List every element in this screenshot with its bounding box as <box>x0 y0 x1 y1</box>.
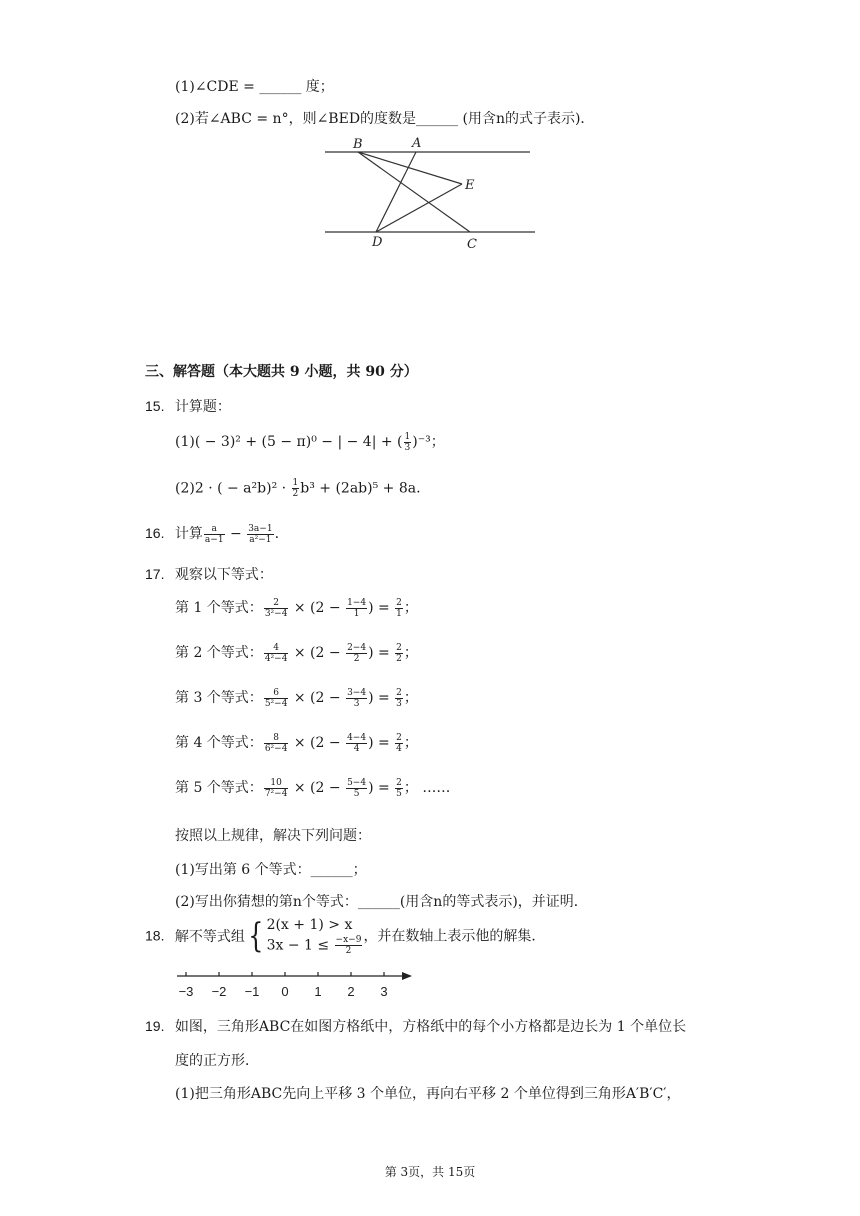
q17-frac-result <box>395 733 403 754</box>
q17-times: × (2 − <box>289 735 346 751</box>
q18-system: 2(x + 1) > x 3x − 1 ≤ $\frac{-x-9}{2}$ <box>266 917 362 956</box>
q17-part2: (2)写出你猜想的第n个等式：______(用含n的等式表示)，并证明． <box>175 894 588 910</box>
q17-frac-a-den: 7²−4 <box>264 788 288 799</box>
q16-number: 16. <box>145 525 165 541</box>
q17-times: × (2 − <box>289 600 346 616</box>
axis-tick-label: 0 <box>281 984 289 999</box>
q17-row-tail: ； <box>403 645 418 661</box>
q18-number-line <box>172 966 422 1006</box>
axis-tick-label: −3 <box>178 984 194 999</box>
q17-row-tail: ； <box>403 735 418 751</box>
q17-equation-row <box>175 642 418 664</box>
q17-frac-a <box>264 733 289 754</box>
q17-frac-result-num: 2 <box>396 597 402 608</box>
q17-times: × (2 − <box>289 645 346 661</box>
q17-frac-b-den: 1 <box>353 608 360 619</box>
q19-line1 <box>145 1016 686 1036</box>
label-B: B <box>353 137 363 152</box>
q17-frac-result-num: 2 <box>396 642 402 653</box>
q17-frac-result-num: 2 <box>396 777 402 788</box>
q17-stem: 观察以下等式： <box>174 567 273 583</box>
q16-pre: 计算 <box>174 526 203 542</box>
q15-part1-pre: (1)( − 3)² + (5 − π)⁰ − | − 4| + ( <box>175 434 403 450</box>
axis-tick-label: −2 <box>211 984 227 999</box>
q18-pre: 解不等式组 <box>174 928 245 945</box>
q17-frac-result-num: 2 <box>396 687 402 698</box>
arrow-icon <box>402 972 412 980</box>
q17-part1: (1)写出第 6 个等式：______； <box>175 862 367 878</box>
q19-text1: 如图，三角形ABC在如图方格纸中，方格纸中的每个小方格都是边长为 1 个单位长 <box>174 1019 687 1035</box>
q14-part1: (1)∠CDE = ______ 度； <box>175 79 334 95</box>
q17-equals: ) = <box>368 780 395 796</box>
q16-post: . <box>274 526 280 542</box>
q18-ineq1: 2(x + 1) > x <box>266 917 353 933</box>
q17-times: × (2 − <box>289 780 346 796</box>
q17-frac-result-den: 4 <box>396 743 402 754</box>
q17-row-label: 第 3 个等式： <box>175 690 263 706</box>
q17-line <box>145 564 273 584</box>
q17-frac-a-num: 2 <box>264 598 289 609</box>
q17-frac-b-den: 5 <box>353 788 360 799</box>
q17-equals: ) = <box>368 735 395 751</box>
q19-number: 19. <box>145 1018 165 1034</box>
q17-frac-a-num: 4 <box>264 643 289 654</box>
q14-part2: (2)若∠ABC = n°，则∠BED的度数是______ (用含n的式子表示)． <box>175 111 595 127</box>
q15-part2 <box>175 478 421 499</box>
q17-row-tail: ； …… <box>403 780 451 796</box>
q17-frac-a <box>264 643 289 664</box>
q15-stem: 计算题： <box>174 399 231 415</box>
q16-line <box>145 523 279 545</box>
q17-frac-a-den: 4²−4 <box>264 653 288 664</box>
q17-equation-row <box>175 732 418 754</box>
q17-number: 17. <box>145 566 165 582</box>
q18-ineq2-pre: 3x − 1 ≤ <box>266 937 334 954</box>
q17-equation-row <box>175 597 418 619</box>
q17-frac-b <box>346 733 367 754</box>
q17-frac-result-den: 3 <box>396 698 402 709</box>
q17-frac-a <box>264 778 289 799</box>
q17-frac-result-den: 1 <box>396 608 402 619</box>
q17-frac-a-num: 6 <box>264 688 289 699</box>
label-C: C <box>467 237 477 252</box>
q17-frac-a-den: 5²−4 <box>264 698 288 709</box>
q18-brace: { <box>248 915 264 956</box>
q17-row-label: 第 1 个等式： <box>175 600 263 616</box>
q17-frac-result <box>395 688 403 709</box>
q17-equals: ) = <box>368 690 395 706</box>
q17-frac-b <box>346 643 367 664</box>
q17-row-label: 第 5 个等式： <box>175 780 263 796</box>
q17-rule: 按照以上规律，解决下列问题： <box>175 828 371 844</box>
q15-part1 <box>175 431 445 453</box>
q15-part1-post: )⁻³； <box>412 434 445 450</box>
segment-BC <box>358 152 470 232</box>
q17-frac-b-num: 5−4 <box>347 777 367 788</box>
q17-frac-a-num: 10 <box>264 778 289 789</box>
q16-frac2: $\frac{3a-1}{\text{a²−1}}$ <box>248 523 273 545</box>
q17-frac-b <box>346 598 367 619</box>
q17-frac-result <box>395 778 403 799</box>
q18-line <box>145 915 545 956</box>
q15-number: 15. <box>145 398 165 414</box>
q18-post: ，并在数轴上表示他的解集． <box>363 928 546 945</box>
q17-frac-a <box>264 688 289 709</box>
label-A: A <box>412 136 422 151</box>
q17-frac-a <box>264 598 289 619</box>
q17-frac-b-den: 3 <box>353 698 360 709</box>
q14-figure <box>320 132 540 252</box>
q17-equals: ) = <box>368 645 395 661</box>
q17-frac-result-num: 2 <box>396 732 402 743</box>
segment-BE <box>358 152 462 184</box>
q17-frac-b-num: 1−4 <box>347 597 367 608</box>
q16-frac1: $\frac{a}{a-1}$ <box>204 523 224 545</box>
q17-row-tail: ； <box>403 600 418 616</box>
q15-part2-pre: (2)2 · ( − a²b)² · <box>175 480 291 497</box>
page-footer: 第 3页，共 15页 <box>384 1165 476 1179</box>
q17-frac-a-den: 3²−4 <box>264 608 288 619</box>
q17-row-tail: ； <box>403 690 418 706</box>
q17-frac-b <box>346 778 367 799</box>
q17-frac-a-num: 8 <box>264 733 289 744</box>
q15-line <box>145 396 231 416</box>
q17-row-label: 第 2 个等式： <box>175 645 263 661</box>
q17-frac-result-den: 2 <box>396 653 402 664</box>
q19-part1: (1)把三角形ABC先向上平移 3 个单位，再向右平移 2 个单位得到三角形A′B′C′， <box>175 1086 681 1102</box>
label-E: E <box>465 178 475 193</box>
q17-equals: ) = <box>368 600 395 616</box>
q15-part1-frac: $\frac{1}{3}$ <box>404 431 411 453</box>
q19-line2: 度的正方形． <box>175 1053 259 1069</box>
q17-frac-b-num: 4−4 <box>347 732 367 743</box>
q17-frac-result-den: 5 <box>396 788 402 799</box>
label-D: D <box>372 235 383 250</box>
q17-frac-b <box>346 688 367 709</box>
section-heading: 三、解答题（本大题共 9 小题，共 90 分） <box>145 364 418 380</box>
q15-part2-frac: $\frac{1}{2}$ <box>292 478 299 499</box>
axis-tick-label: 1 <box>314 984 322 999</box>
q17-frac-result <box>395 643 403 664</box>
segment-DE <box>376 184 462 232</box>
q17-frac-b-den: 4 <box>353 743 360 754</box>
q17-frac-a-den: 6²−4 <box>264 743 288 754</box>
q17-equation-row <box>175 687 418 709</box>
q16-mid: − <box>225 526 247 542</box>
q17-row-label: 第 4 个等式： <box>175 735 263 751</box>
q17-frac-b-num: 3−4 <box>347 687 367 698</box>
axis-tick-label: 3 <box>380 984 388 999</box>
q17-times: × (2 − <box>289 690 346 706</box>
q17-equation-row <box>175 777 450 799</box>
q15-part2-post: b³ + (2ab)⁵ + 8a. <box>300 480 421 497</box>
q17-frac-b-den: 2 <box>353 653 360 664</box>
axis-tick-label: −1 <box>244 984 260 999</box>
axis-tick-label: 2 <box>347 984 355 999</box>
q18-number: 18. <box>145 927 165 944</box>
q17-frac-b-num: 2−4 <box>347 642 367 653</box>
q17-frac-result <box>395 598 403 619</box>
